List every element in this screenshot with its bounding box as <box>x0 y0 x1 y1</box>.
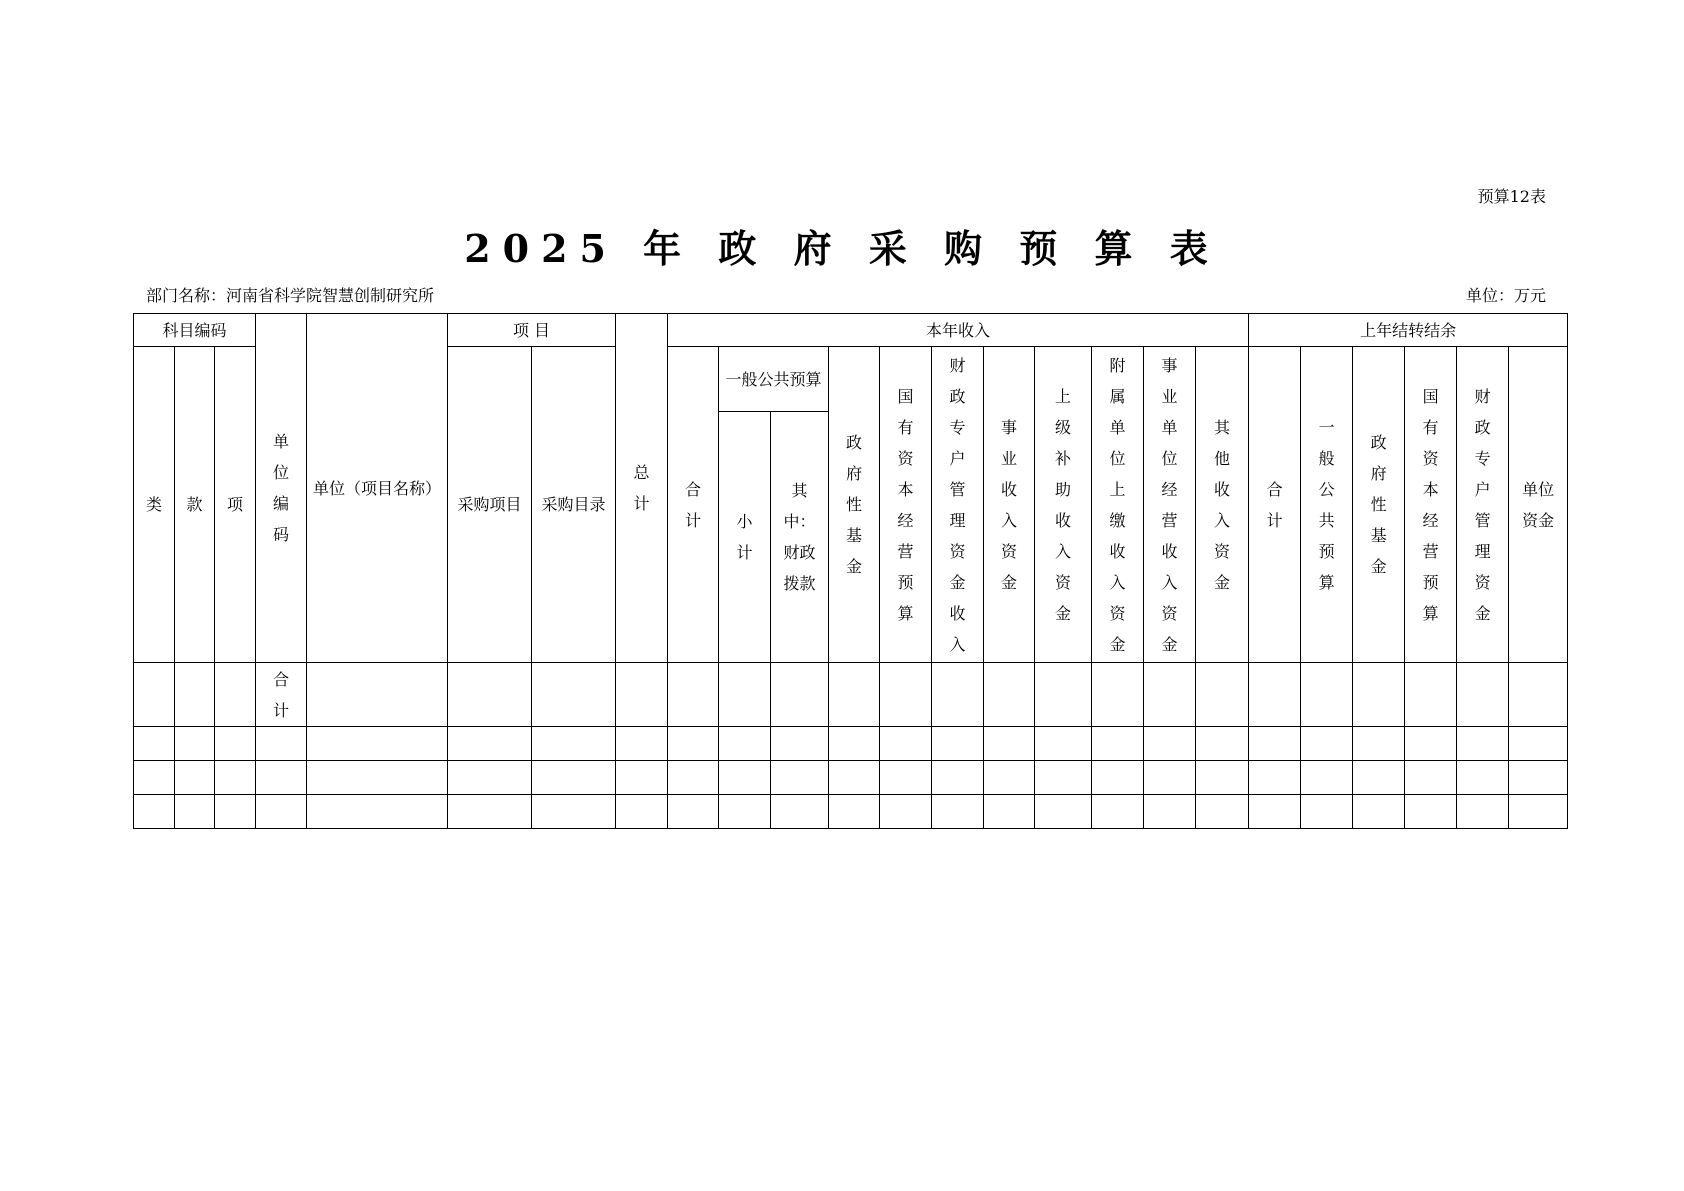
table-cell <box>1144 663 1196 727</box>
purchase-item-header: 采购项目 <box>448 347 532 663</box>
table-cell <box>448 761 532 795</box>
table-row <box>134 795 1568 829</box>
header-row-top <box>134 314 1568 347</box>
table-cell <box>1092 761 1144 795</box>
table-cell <box>1144 795 1196 829</box>
table-row <box>134 663 1568 727</box>
table-cell <box>1301 727 1353 761</box>
col-lei-header: 类 <box>134 347 175 663</box>
table-cell <box>1249 727 1301 761</box>
table-cell <box>771 761 829 795</box>
table-cell <box>932 727 984 761</box>
table-cell <box>984 795 1035 829</box>
table-cell <box>1405 663 1457 727</box>
purchase-catalog-header: 采购目录 <box>532 347 616 663</box>
table-cell <box>668 663 719 727</box>
table-cell <box>1144 727 1196 761</box>
table-cell <box>719 727 771 761</box>
project-group-header: 项 目 <box>448 314 616 347</box>
table-cell <box>1035 795 1092 829</box>
table-cell <box>256 795 307 829</box>
table-cell <box>880 663 932 727</box>
table-cell <box>984 663 1035 727</box>
table-cell <box>1196 795 1249 829</box>
table-cell <box>175 795 215 829</box>
table-cell <box>215 761 256 795</box>
table-cell <box>256 761 307 795</box>
income-total-header: 合计 <box>668 347 719 663</box>
table-cell <box>719 795 771 829</box>
table-cell <box>829 795 880 829</box>
unit-name-header: 单位（项目名称） <box>307 314 448 663</box>
other-income-header: 其他收入资金 <box>1196 347 1249 663</box>
table-cell <box>829 663 880 727</box>
table-cell <box>616 727 668 761</box>
affiliated-unit-payment-header: 附属单位上缴收入资金 <box>1092 347 1144 663</box>
table-cell <box>448 795 532 829</box>
table-cell <box>1035 761 1092 795</box>
superior-subsidy-header: 上级补助收入资金 <box>1035 347 1092 663</box>
gov-fund-header: 政府性基金 <box>829 347 880 663</box>
table-cell <box>448 727 532 761</box>
table-cell <box>1353 795 1405 829</box>
table-cell <box>134 727 175 761</box>
table-cell <box>307 761 448 795</box>
table-cell <box>771 663 829 727</box>
carryover-state-capital-header: 国有资本经营预算 <box>1405 347 1457 663</box>
table-cell <box>1509 761 1568 795</box>
fiscal-special-account-header: 财政专户管理资金收入 <box>932 347 984 663</box>
carryover-gov-fund-header: 政府性基金 <box>1353 347 1405 663</box>
table-number: 预算12表 <box>1477 187 1546 206</box>
table-cell <box>256 727 307 761</box>
table-cell <box>1353 727 1405 761</box>
carryover-general-public-header: 一般公共预算 <box>1301 347 1353 663</box>
carryover-total-header: 合计 <box>1249 347 1301 663</box>
table-cell <box>932 795 984 829</box>
business-operation-header: 事业单位经营收入资金 <box>1144 347 1196 663</box>
table-cell <box>719 761 771 795</box>
table-cell <box>1092 663 1144 727</box>
col-kuan-header: 款 <box>175 347 215 663</box>
table-cell <box>1405 795 1457 829</box>
unit-code-header: 单位编码 <box>256 314 307 663</box>
table-cell <box>134 663 175 727</box>
table-cell <box>984 761 1035 795</box>
prior-carryover-header: 上年结转结余 <box>1249 314 1568 347</box>
table-cell <box>175 761 215 795</box>
procurement-budget-table <box>133 313 1568 829</box>
table-cell <box>1457 727 1509 761</box>
table-cell <box>134 795 175 829</box>
table-cell <box>1035 663 1092 727</box>
table-cell <box>532 663 616 727</box>
subject-code-header: 科目编码 <box>134 314 256 347</box>
table-cell <box>1509 663 1568 727</box>
table-cell <box>1405 727 1457 761</box>
table-cell <box>829 727 880 761</box>
carryover-fiscal-special-header: 财政专户管理资金 <box>1457 347 1509 663</box>
table-cell <box>1249 761 1301 795</box>
table-cell <box>532 727 616 761</box>
current-income-header: 本年收入 <box>668 314 1249 347</box>
table-cell <box>1301 795 1353 829</box>
table-cell <box>1035 727 1092 761</box>
table-cell <box>175 663 215 727</box>
total-row-label: 合计 <box>256 663 307 727</box>
table-cell <box>1249 795 1301 829</box>
table-cell <box>880 761 932 795</box>
table-cell <box>215 663 256 727</box>
table-cell <box>880 727 932 761</box>
state-capital-header: 国有资本经营预算 <box>880 347 932 663</box>
table-cell <box>307 727 448 761</box>
table-cell <box>532 761 616 795</box>
table-cell <box>1509 795 1568 829</box>
table-cell <box>1144 761 1196 795</box>
table-cell <box>1353 761 1405 795</box>
table-cell <box>771 727 829 761</box>
table-cell <box>1092 795 1144 829</box>
table-cell <box>532 795 616 829</box>
table-cell <box>175 727 215 761</box>
table-cell <box>307 663 448 727</box>
table-cell <box>1457 663 1509 727</box>
grand-total-header: 总计 <box>616 314 668 663</box>
table-cell <box>1196 761 1249 795</box>
table-cell <box>448 663 532 727</box>
subtotal-header: 小计 <box>719 412 771 663</box>
table-cell <box>215 727 256 761</box>
general-public-budget-header: 一般公共预算 <box>719 347 829 412</box>
unit-label: 单位：万元 <box>1465 286 1546 305</box>
table-cell <box>1353 663 1405 727</box>
table-cell <box>616 663 668 727</box>
table-cell <box>880 795 932 829</box>
table-cell <box>668 761 719 795</box>
table-cell <box>1196 727 1249 761</box>
table-cell <box>1301 663 1353 727</box>
table-cell <box>616 795 668 829</box>
table-cell <box>771 795 829 829</box>
table-cell <box>932 663 984 727</box>
table-cell <box>1249 663 1301 727</box>
table-cell <box>1457 795 1509 829</box>
col-xiang-header: 项 <box>215 347 256 663</box>
table-cell <box>668 727 719 761</box>
table-cell <box>829 761 880 795</box>
table-row <box>134 761 1568 795</box>
table-cell <box>616 761 668 795</box>
page-title: 2025 年 政 府 采 购 预 算 表 <box>464 226 1220 271</box>
table-cell <box>1509 727 1568 761</box>
table-cell <box>1301 761 1353 795</box>
table-cell <box>307 795 448 829</box>
table-cell <box>984 727 1035 761</box>
table-cell <box>1405 761 1457 795</box>
table-cell <box>1092 727 1144 761</box>
carryover-unit-funds-header: 单位资金 <box>1509 347 1568 663</box>
of-which-fiscal-header: 其中：财政拨款 <box>771 412 829 663</box>
table-cell <box>668 795 719 829</box>
table-cell <box>1457 761 1509 795</box>
table-cell <box>134 761 175 795</box>
business-income-header: 事业收入资金 <box>984 347 1035 663</box>
department-name: 部门名称：河南省科学院智慧创制研究所 <box>146 286 435 305</box>
table-cell <box>932 761 984 795</box>
table-cell <box>1196 663 1249 727</box>
table-cell <box>719 663 771 727</box>
table-cell <box>215 795 256 829</box>
table-row <box>134 727 1568 761</box>
